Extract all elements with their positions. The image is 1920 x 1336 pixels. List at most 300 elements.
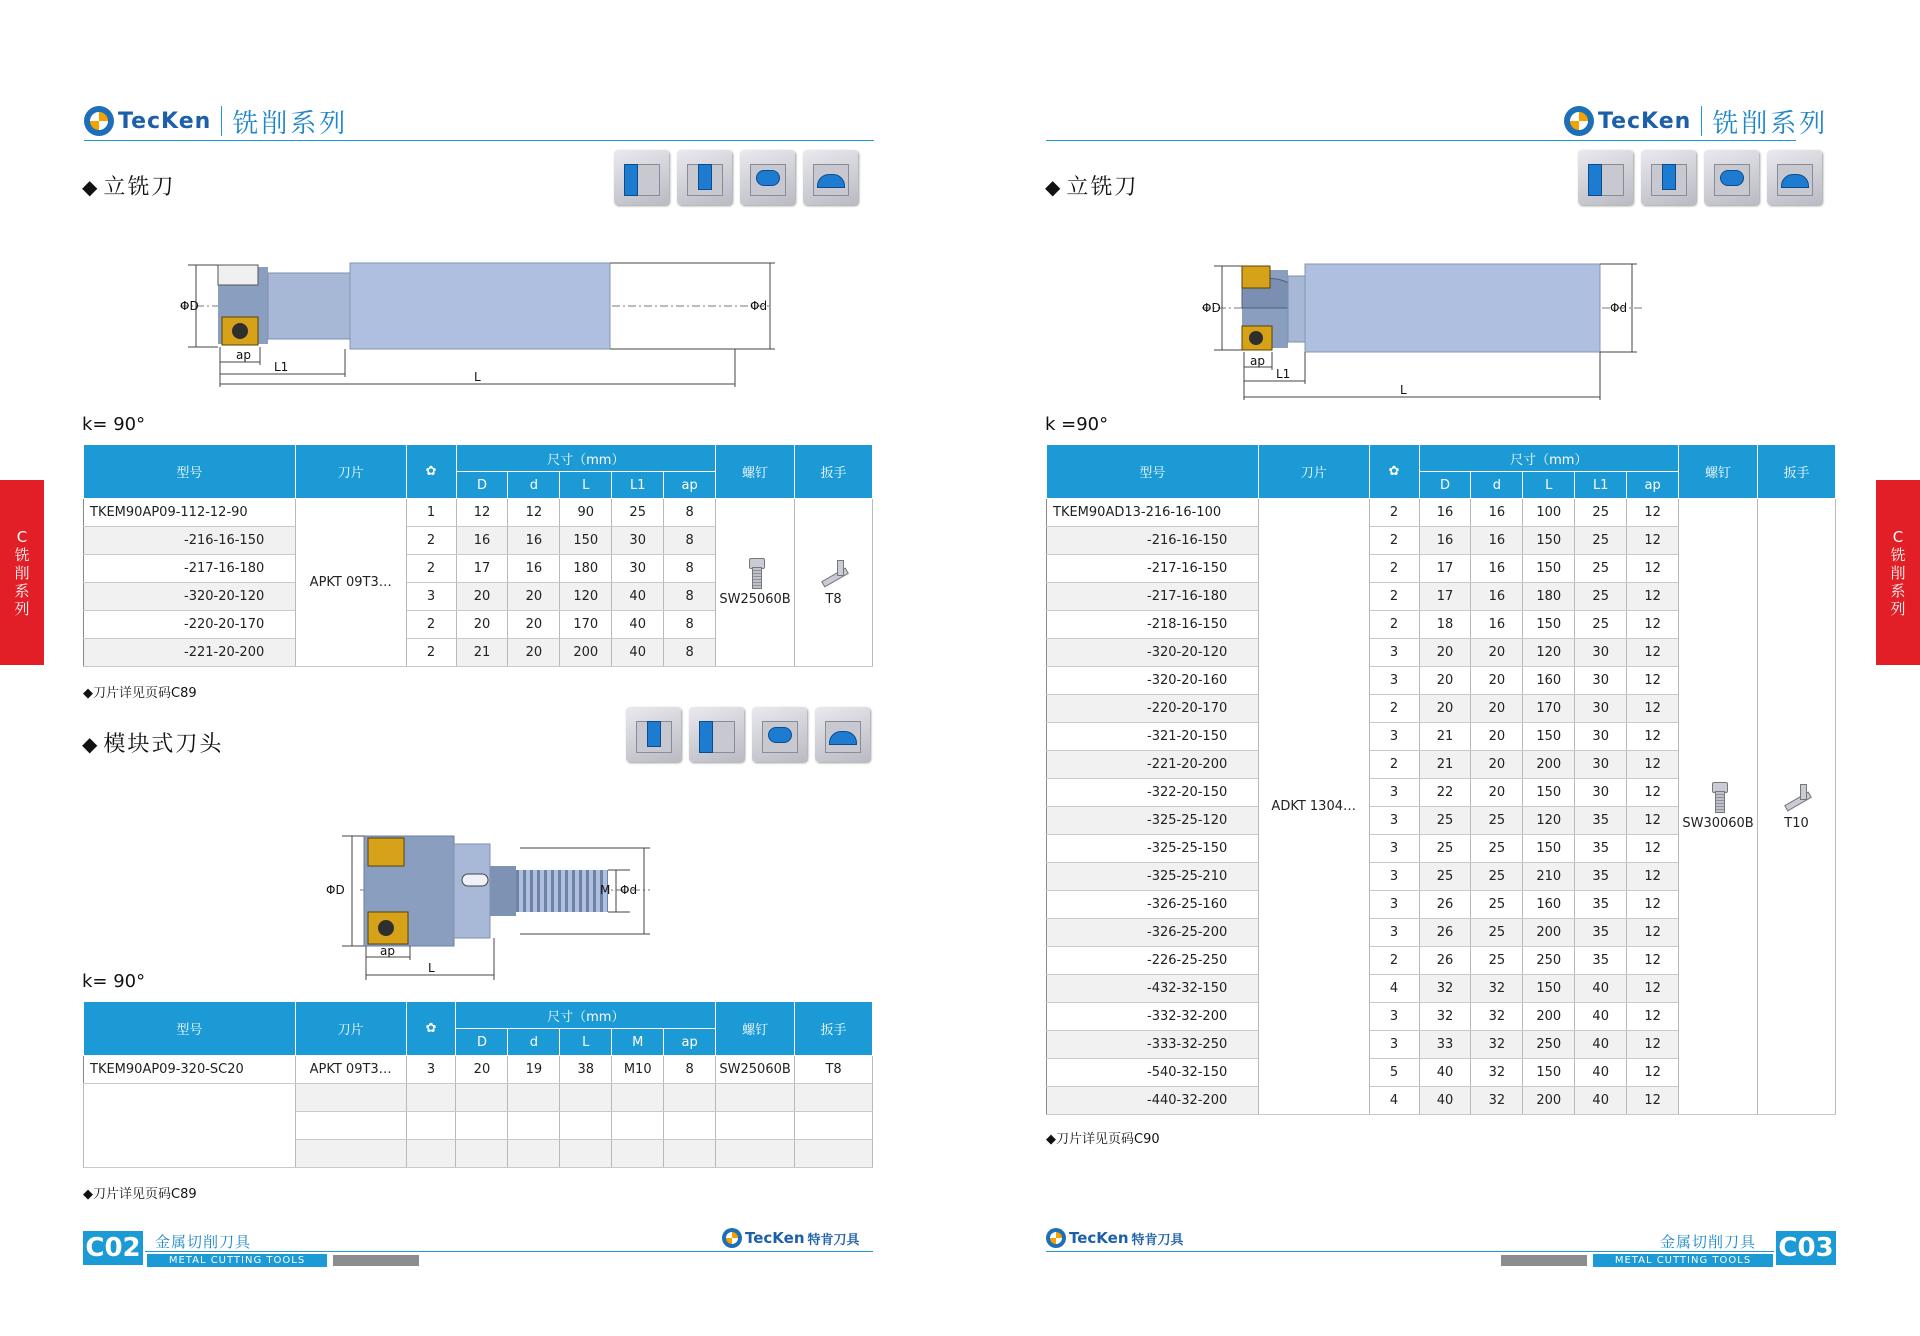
end-mill-spec-table <box>1046 444 1836 1115</box>
insert-reference-note: ◆刀片详见页码C89 <box>83 686 197 701</box>
D-cell: 32 <box>1419 1003 1471 1031</box>
footer-gray-bar <box>333 1255 419 1266</box>
teeth-cell: 3 <box>1369 1003 1419 1031</box>
d-cell: 32 <box>1471 1003 1523 1031</box>
model-cell: -226-25-250 <box>1047 947 1259 975</box>
model-cell: -217-16-180 <box>84 555 296 583</box>
teeth-count-icon: ✿ <box>406 1002 456 1056</box>
ap-cell: 12 <box>1627 667 1679 695</box>
D-cell: 32 <box>1419 975 1471 1003</box>
k-angle-label: k= 90° <box>82 414 146 435</box>
shoulder-milling-icon <box>1578 150 1633 205</box>
side-tab-char: C <box>16 527 28 546</box>
col-size: 尺寸（mm） <box>456 445 716 472</box>
d-cell: 25 <box>1471 863 1523 891</box>
L-cell: 250 <box>1523 1031 1575 1059</box>
col-D: D <box>456 1029 508 1056</box>
slot-milling-icon <box>677 150 732 205</box>
d-cell: 12 <box>508 499 560 527</box>
side-tab-char: 列 <box>1890 599 1906 618</box>
col-size: 尺寸（mm） <box>1419 445 1679 472</box>
pocket-milling-icon <box>740 150 795 205</box>
section-title-text: 模块式刀头 <box>103 732 224 757</box>
ap-cell: 8 <box>664 639 716 667</box>
teeth-cell: 2 <box>406 611 456 639</box>
ap-cell: 12 <box>1627 1087 1679 1115</box>
L-cell: 210 <box>1523 863 1575 891</box>
L1-cell: 25 <box>612 499 664 527</box>
ap-cell: 12 <box>1627 975 1679 1003</box>
col-model: 型号 <box>1047 445 1259 499</box>
wrench-cell <box>795 499 873 667</box>
col-d: d <box>1471 472 1523 499</box>
model-cell: -220-20-170 <box>84 611 296 639</box>
D-cell: 17 <box>1419 583 1471 611</box>
L-cell: 150 <box>1523 835 1575 863</box>
screw-icon <box>1707 782 1729 812</box>
model-cell: -432-32-150 <box>1047 975 1259 1003</box>
d-cell: 32 <box>1471 1059 1523 1087</box>
empty-row <box>84 1140 873 1168</box>
D-cell: 16 <box>1419 527 1471 555</box>
footer-rule <box>145 1251 873 1252</box>
col-L: L <box>1523 472 1575 499</box>
side-tab-char: 削 <box>1890 563 1906 582</box>
model-cell: -325-25-210 <box>1047 863 1259 891</box>
brand-logo-text: TecKen <box>1598 108 1692 134</box>
brand-logo-icon <box>1564 106 1594 136</box>
shoulder-milling-icon <box>614 150 669 205</box>
L1-cell: 35 <box>1575 835 1627 863</box>
col-L1: L1 <box>612 472 664 499</box>
L1-cell: 25 <box>1575 499 1627 527</box>
col-insert: 刀片 <box>295 1002 406 1056</box>
ap-cell: 12 <box>1627 1003 1679 1031</box>
ap-cell: 12 <box>1627 919 1679 947</box>
svg-text:ΦD: ΦD <box>326 883 345 897</box>
L-cell: 180 <box>1523 583 1575 611</box>
D-cell: 25 <box>1419 835 1471 863</box>
L-cell: 200 <box>1523 751 1575 779</box>
L-cell: 170 <box>1523 695 1575 723</box>
end-mill-spec-table <box>83 444 873 667</box>
L1-cell: 40 <box>612 583 664 611</box>
col-L: L <box>560 472 612 499</box>
L-cell: 100 <box>1523 499 1575 527</box>
col-screw: 螺钉 <box>1679 445 1758 499</box>
d-cell: 16 <box>1471 583 1523 611</box>
screw-code: SW30060B <box>1682 816 1754 831</box>
col-ap: ap <box>664 1029 716 1056</box>
d-cell: 32 <box>1471 1031 1523 1059</box>
model-cell: -321-20-150 <box>1047 723 1259 751</box>
teeth-cell: 3 <box>1369 723 1419 751</box>
brand-logo-text: TecKen <box>118 108 212 134</box>
col-insert: 刀片 <box>295 445 406 499</box>
side-tab-char: 系 <box>1890 581 1906 600</box>
L1-cell: 35 <box>1575 863 1627 891</box>
right-side-tab <box>1876 480 1920 665</box>
pocket-milling-icon <box>752 707 807 762</box>
model-cell: -540-32-150 <box>1047 1059 1259 1087</box>
model-cell: -320-20-120 <box>1047 639 1259 667</box>
teeth-cell: 2 <box>1369 555 1419 583</box>
L-cell: 150 <box>1523 527 1575 555</box>
page-number: C03 <box>1776 1231 1836 1265</box>
header-separator <box>221 106 222 136</box>
right-s1-body <box>1047 499 1836 1115</box>
teeth-cell: 3 <box>1369 667 1419 695</box>
screw-cell <box>1679 499 1758 1115</box>
ap-cell: 12 <box>1627 1059 1679 1087</box>
side-tab-char: 削 <box>14 563 30 582</box>
ap-cell: 8 <box>664 527 716 555</box>
model-cell: -218-16-150 <box>1047 611 1259 639</box>
left-side-tab <box>0 480 44 665</box>
L-cell: 150 <box>1523 611 1575 639</box>
L-cell: 150 <box>560 527 612 555</box>
ap-cell: 12 <box>1627 863 1679 891</box>
D-cell: 12 <box>456 499 508 527</box>
right-page <box>960 0 1920 1336</box>
svg-text:Φd: Φd <box>620 883 638 897</box>
slot-milling-icon <box>689 707 744 762</box>
model-cell: -326-25-160 <box>1047 891 1259 919</box>
k-angle-label: k= 90° <box>82 971 146 992</box>
L1-cell: 40 <box>1575 1031 1627 1059</box>
D-cell: 20 <box>456 583 508 611</box>
teeth-cell: 1 <box>406 499 456 527</box>
footer-brand <box>722 1228 860 1248</box>
wrench-code: T10 <box>1784 816 1809 831</box>
left-s2-body <box>84 1056 873 1168</box>
section-title-end-mill <box>1045 170 1138 201</box>
D-cell: 25 <box>1419 807 1471 835</box>
teeth-cell: 2 <box>1369 695 1419 723</box>
ramping-milling-icon <box>1767 150 1822 205</box>
operation-icons <box>626 707 870 762</box>
teeth-cell: 3 <box>406 1056 456 1084</box>
wrench-code: T8 <box>825 592 842 607</box>
d-cell: 25 <box>1471 807 1523 835</box>
L1-cell: 25 <box>1575 611 1627 639</box>
D-cell: 40 <box>1419 1087 1471 1115</box>
col-ap: ap <box>1627 472 1679 499</box>
ap-cell: 12 <box>1627 835 1679 863</box>
left-header <box>84 102 348 140</box>
footer-category: 金属切削刀具 <box>1660 1233 1757 1251</box>
brand-logo-icon <box>84 106 114 136</box>
col-size: 尺寸（mm） <box>456 1002 716 1029</box>
shoulder-milling-icon <box>626 707 681 762</box>
screw-cell <box>716 499 795 667</box>
end-mill-drawing <box>1192 258 1662 403</box>
teeth-cell: 2 <box>406 639 456 667</box>
col-D: D <box>456 472 508 499</box>
ap-cell: 12 <box>1627 723 1679 751</box>
model-cell: -322-20-150 <box>1047 779 1259 807</box>
d-cell: 25 <box>1471 919 1523 947</box>
d-cell: 19 <box>508 1056 560 1084</box>
D-cell: 17 <box>1419 555 1471 583</box>
slot-milling-icon <box>1641 150 1696 205</box>
ap-cell: 12 <box>1627 499 1679 527</box>
ramping-milling-icon <box>815 707 870 762</box>
teeth-cell: 4 <box>1369 1087 1419 1115</box>
L1-cell: 40 <box>1575 1003 1627 1031</box>
model-cell: -320-20-160 <box>1047 667 1259 695</box>
model-cell: -320-20-120 <box>84 583 296 611</box>
wrench-cell: T8 <box>795 1056 873 1084</box>
D-cell: 26 <box>1419 891 1471 919</box>
L-cell: 200 <box>560 639 612 667</box>
side-tab-char: 系 <box>14 581 30 600</box>
model-cell: -332-32-200 <box>1047 1003 1259 1031</box>
operation-icons <box>614 150 858 205</box>
col-model: 型号 <box>84 445 296 499</box>
right-header <box>1564 102 1828 140</box>
modular-head-drawing <box>320 830 660 980</box>
insert-cell: APKT 09T3… <box>295 1056 406 1084</box>
L-cell: 160 <box>1523 667 1575 695</box>
svg-text:L1: L1 <box>1276 367 1291 381</box>
L1-cell: 30 <box>612 555 664 583</box>
teeth-cell: 3 <box>1369 807 1419 835</box>
d-cell: 25 <box>1471 891 1523 919</box>
D-cell: 16 <box>1419 499 1471 527</box>
side-tab-char: 铣 <box>14 545 30 564</box>
brand-logo-text: TecKen <box>745 1229 805 1247</box>
L-cell: 150 <box>1523 555 1575 583</box>
ap-cell: 12 <box>1627 527 1679 555</box>
table-row <box>1047 499 1836 527</box>
brand-logo-icon <box>722 1228 742 1248</box>
col-screw: 螺钉 <box>716 1002 795 1056</box>
model-cell: -221-20-200 <box>84 639 296 667</box>
insert-reference-note: ◆刀片详见页码C89 <box>83 1187 197 1202</box>
teeth-cell: 3 <box>1369 835 1419 863</box>
footer-category-en: METAL CUTTING TOOLS <box>147 1254 327 1267</box>
header-rule <box>1046 140 1796 141</box>
col-model: 型号 <box>84 1002 296 1056</box>
d-cell: 32 <box>1471 975 1523 1003</box>
ap-cell: 12 <box>1627 751 1679 779</box>
diamond-bullet-icon: ◆ <box>82 175 100 199</box>
d-cell: 20 <box>1471 751 1523 779</box>
ap-cell: 8 <box>664 611 716 639</box>
L1-cell: 25 <box>1575 527 1627 555</box>
section-title-end-mill <box>82 170 175 201</box>
torx-key-icon <box>1780 782 1814 812</box>
L-cell: 170 <box>560 611 612 639</box>
teeth-count-icon: ✿ <box>406 445 456 499</box>
model-cell: TKEM90AP09-112-12-90 <box>84 499 296 527</box>
model-cell: -216-16-150 <box>84 527 296 555</box>
d-cell: 20 <box>1471 723 1523 751</box>
L-cell: 120 <box>560 583 612 611</box>
teeth-cell: 2 <box>406 527 456 555</box>
side-tab-char: 铣 <box>1890 545 1906 564</box>
footer-gray-bar <box>1501 1255 1587 1266</box>
brand-logo-text: TecKen <box>1069 1229 1129 1247</box>
model-cell: TKEM90AD13-216-16-100 <box>1047 499 1259 527</box>
pocket-milling-icon <box>1704 150 1759 205</box>
svg-text:L: L <box>428 961 435 975</box>
model-cell: -217-16-150 <box>1047 555 1259 583</box>
L1-cell: 25 <box>1575 583 1627 611</box>
model-cell: -333-32-250 <box>1047 1031 1259 1059</box>
d-cell: 20 <box>1471 639 1523 667</box>
L-cell: 200 <box>1523 1003 1575 1031</box>
D-cell: 20 <box>456 611 508 639</box>
D-cell: 22 <box>1419 779 1471 807</box>
L-cell: 200 <box>1523 919 1575 947</box>
operation-icons <box>1578 150 1822 205</box>
ap-cell: 8 <box>664 499 716 527</box>
col-ap: ap <box>664 472 716 499</box>
diamond-bullet-icon: ◆ <box>1045 175 1063 199</box>
d-cell: 25 <box>1471 947 1523 975</box>
ap-cell: 12 <box>1627 807 1679 835</box>
L1-cell: 35 <box>1575 919 1627 947</box>
diamond-bullet-icon: ◆ <box>82 732 100 756</box>
col-M: M <box>612 1029 664 1056</box>
teeth-cell: 2 <box>1369 527 1419 555</box>
col-wrench: 扳手 <box>795 445 873 499</box>
ap-cell: 12 <box>1627 611 1679 639</box>
L-cell: 120 <box>1523 807 1575 835</box>
footer-category: 金属切削刀具 <box>155 1233 252 1251</box>
D-cell: 21 <box>1419 751 1471 779</box>
L1-cell: 30 <box>1575 751 1627 779</box>
page-number: C02 <box>83 1231 143 1265</box>
wrench-cell <box>1758 499 1836 1115</box>
teeth-cell: 3 <box>1369 863 1419 891</box>
svg-text:ap: ap <box>1250 354 1265 368</box>
brand-cn-text: 特肯刀具 <box>807 1232 860 1248</box>
L1-cell: 30 <box>1575 695 1627 723</box>
d-cell: 20 <box>1471 779 1523 807</box>
teeth-cell: 3 <box>1369 639 1419 667</box>
left-s1-body <box>84 499 873 667</box>
brand-cn-text: 特肯刀具 <box>1131 1232 1184 1248</box>
D-cell: 18 <box>1419 611 1471 639</box>
col-wrench: 扳手 <box>795 1002 873 1056</box>
svg-text:ΦD: ΦD <box>1202 301 1221 315</box>
L-cell: 120 <box>1523 639 1575 667</box>
svg-text:L: L <box>474 370 481 384</box>
model-cell: -325-25-120 <box>1047 807 1259 835</box>
series-title: 铣削系列 <box>1712 108 1829 139</box>
svg-text:Φd: Φd <box>750 299 768 313</box>
D-cell: 33 <box>1419 1031 1471 1059</box>
d-cell: 20 <box>1471 695 1523 723</box>
ap-cell: 12 <box>1627 947 1679 975</box>
L-cell: 90 <box>560 499 612 527</box>
ap-cell: 12 <box>1627 555 1679 583</box>
teeth-cell: 3 <box>406 583 456 611</box>
ap-cell: 8 <box>664 583 716 611</box>
d-cell: 20 <box>508 583 560 611</box>
col-d: d <box>508 472 560 499</box>
L1-cell: 40 <box>612 611 664 639</box>
col-L1: L1 <box>1575 472 1627 499</box>
L1-cell: 40 <box>1575 1059 1627 1087</box>
L-cell: 38 <box>560 1056 612 1084</box>
ap-cell: 8 <box>664 555 716 583</box>
col-L: L <box>560 1029 612 1056</box>
teeth-count-icon: ✿ <box>1369 445 1419 499</box>
model-cell: -216-16-150 <box>1047 527 1259 555</box>
L-cell: 150 <box>1523 975 1575 1003</box>
svg-text:L: L <box>1400 383 1407 397</box>
table-row <box>84 499 873 527</box>
col-screw: 螺钉 <box>716 445 795 499</box>
L1-cell: 30 <box>1575 639 1627 667</box>
L-cell: 200 <box>1523 1087 1575 1115</box>
L-cell: 180 <box>560 555 612 583</box>
screw-cell: SW25060B <box>716 1056 795 1084</box>
teeth-cell: 2 <box>1369 751 1419 779</box>
table-row <box>84 1056 873 1084</box>
D-cell: 21 <box>1419 723 1471 751</box>
L1-cell: 40 <box>1575 975 1627 1003</box>
D-cell: 16 <box>456 527 508 555</box>
L-cell: 150 <box>1523 1059 1575 1087</box>
d-cell: 32 <box>1471 1087 1523 1115</box>
teeth-cell: 2 <box>406 555 456 583</box>
M-cell: M10 <box>612 1056 664 1084</box>
L-cell: 150 <box>1523 723 1575 751</box>
col-D: D <box>1419 472 1471 499</box>
L1-cell: 25 <box>1575 555 1627 583</box>
insert-reference-note: ◆刀片详见页码C90 <box>1046 1132 1160 1147</box>
D-cell: 26 <box>1419 919 1471 947</box>
D-cell: 20 <box>1419 667 1471 695</box>
model-cell: -440-32-200 <box>1047 1087 1259 1115</box>
D-cell: 26 <box>1419 947 1471 975</box>
d-cell: 16 <box>1471 611 1523 639</box>
footer-brand <box>1046 1228 1184 1248</box>
side-tab-char: C <box>1892 527 1904 546</box>
svg-text:ΦD: ΦD <box>180 299 199 313</box>
L1-cell: 35 <box>1575 891 1627 919</box>
d-cell: 16 <box>508 527 560 555</box>
teeth-cell: 4 <box>1369 975 1419 1003</box>
footer-category-en: METAL CUTTING TOOLS <box>1593 1254 1773 1267</box>
model-cell: -220-20-170 <box>1047 695 1259 723</box>
svg-text:ap: ap <box>380 944 395 958</box>
header-separator <box>1701 106 1702 136</box>
ap-cell: 12 <box>1627 639 1679 667</box>
L-cell: 160 <box>1523 891 1575 919</box>
ap-cell: 12 <box>1627 779 1679 807</box>
ap-cell: 12 <box>1627 1031 1679 1059</box>
L1-cell: 30 <box>1575 667 1627 695</box>
L-cell: 150 <box>1523 779 1575 807</box>
end-mill-drawing <box>170 255 790 395</box>
L1-cell: 35 <box>1575 807 1627 835</box>
D-cell: 21 <box>456 639 508 667</box>
L1-cell: 30 <box>1575 723 1627 751</box>
header-rule <box>84 140 874 141</box>
screw-code: SW25060B <box>719 592 791 607</box>
L1-cell: 30 <box>1575 779 1627 807</box>
insert-cell: ADKT 1304… <box>1258 499 1369 1115</box>
teeth-cell: 2 <box>1369 499 1419 527</box>
L1-cell: 40 <box>612 639 664 667</box>
k-angle-label: k =90° <box>1045 414 1109 435</box>
